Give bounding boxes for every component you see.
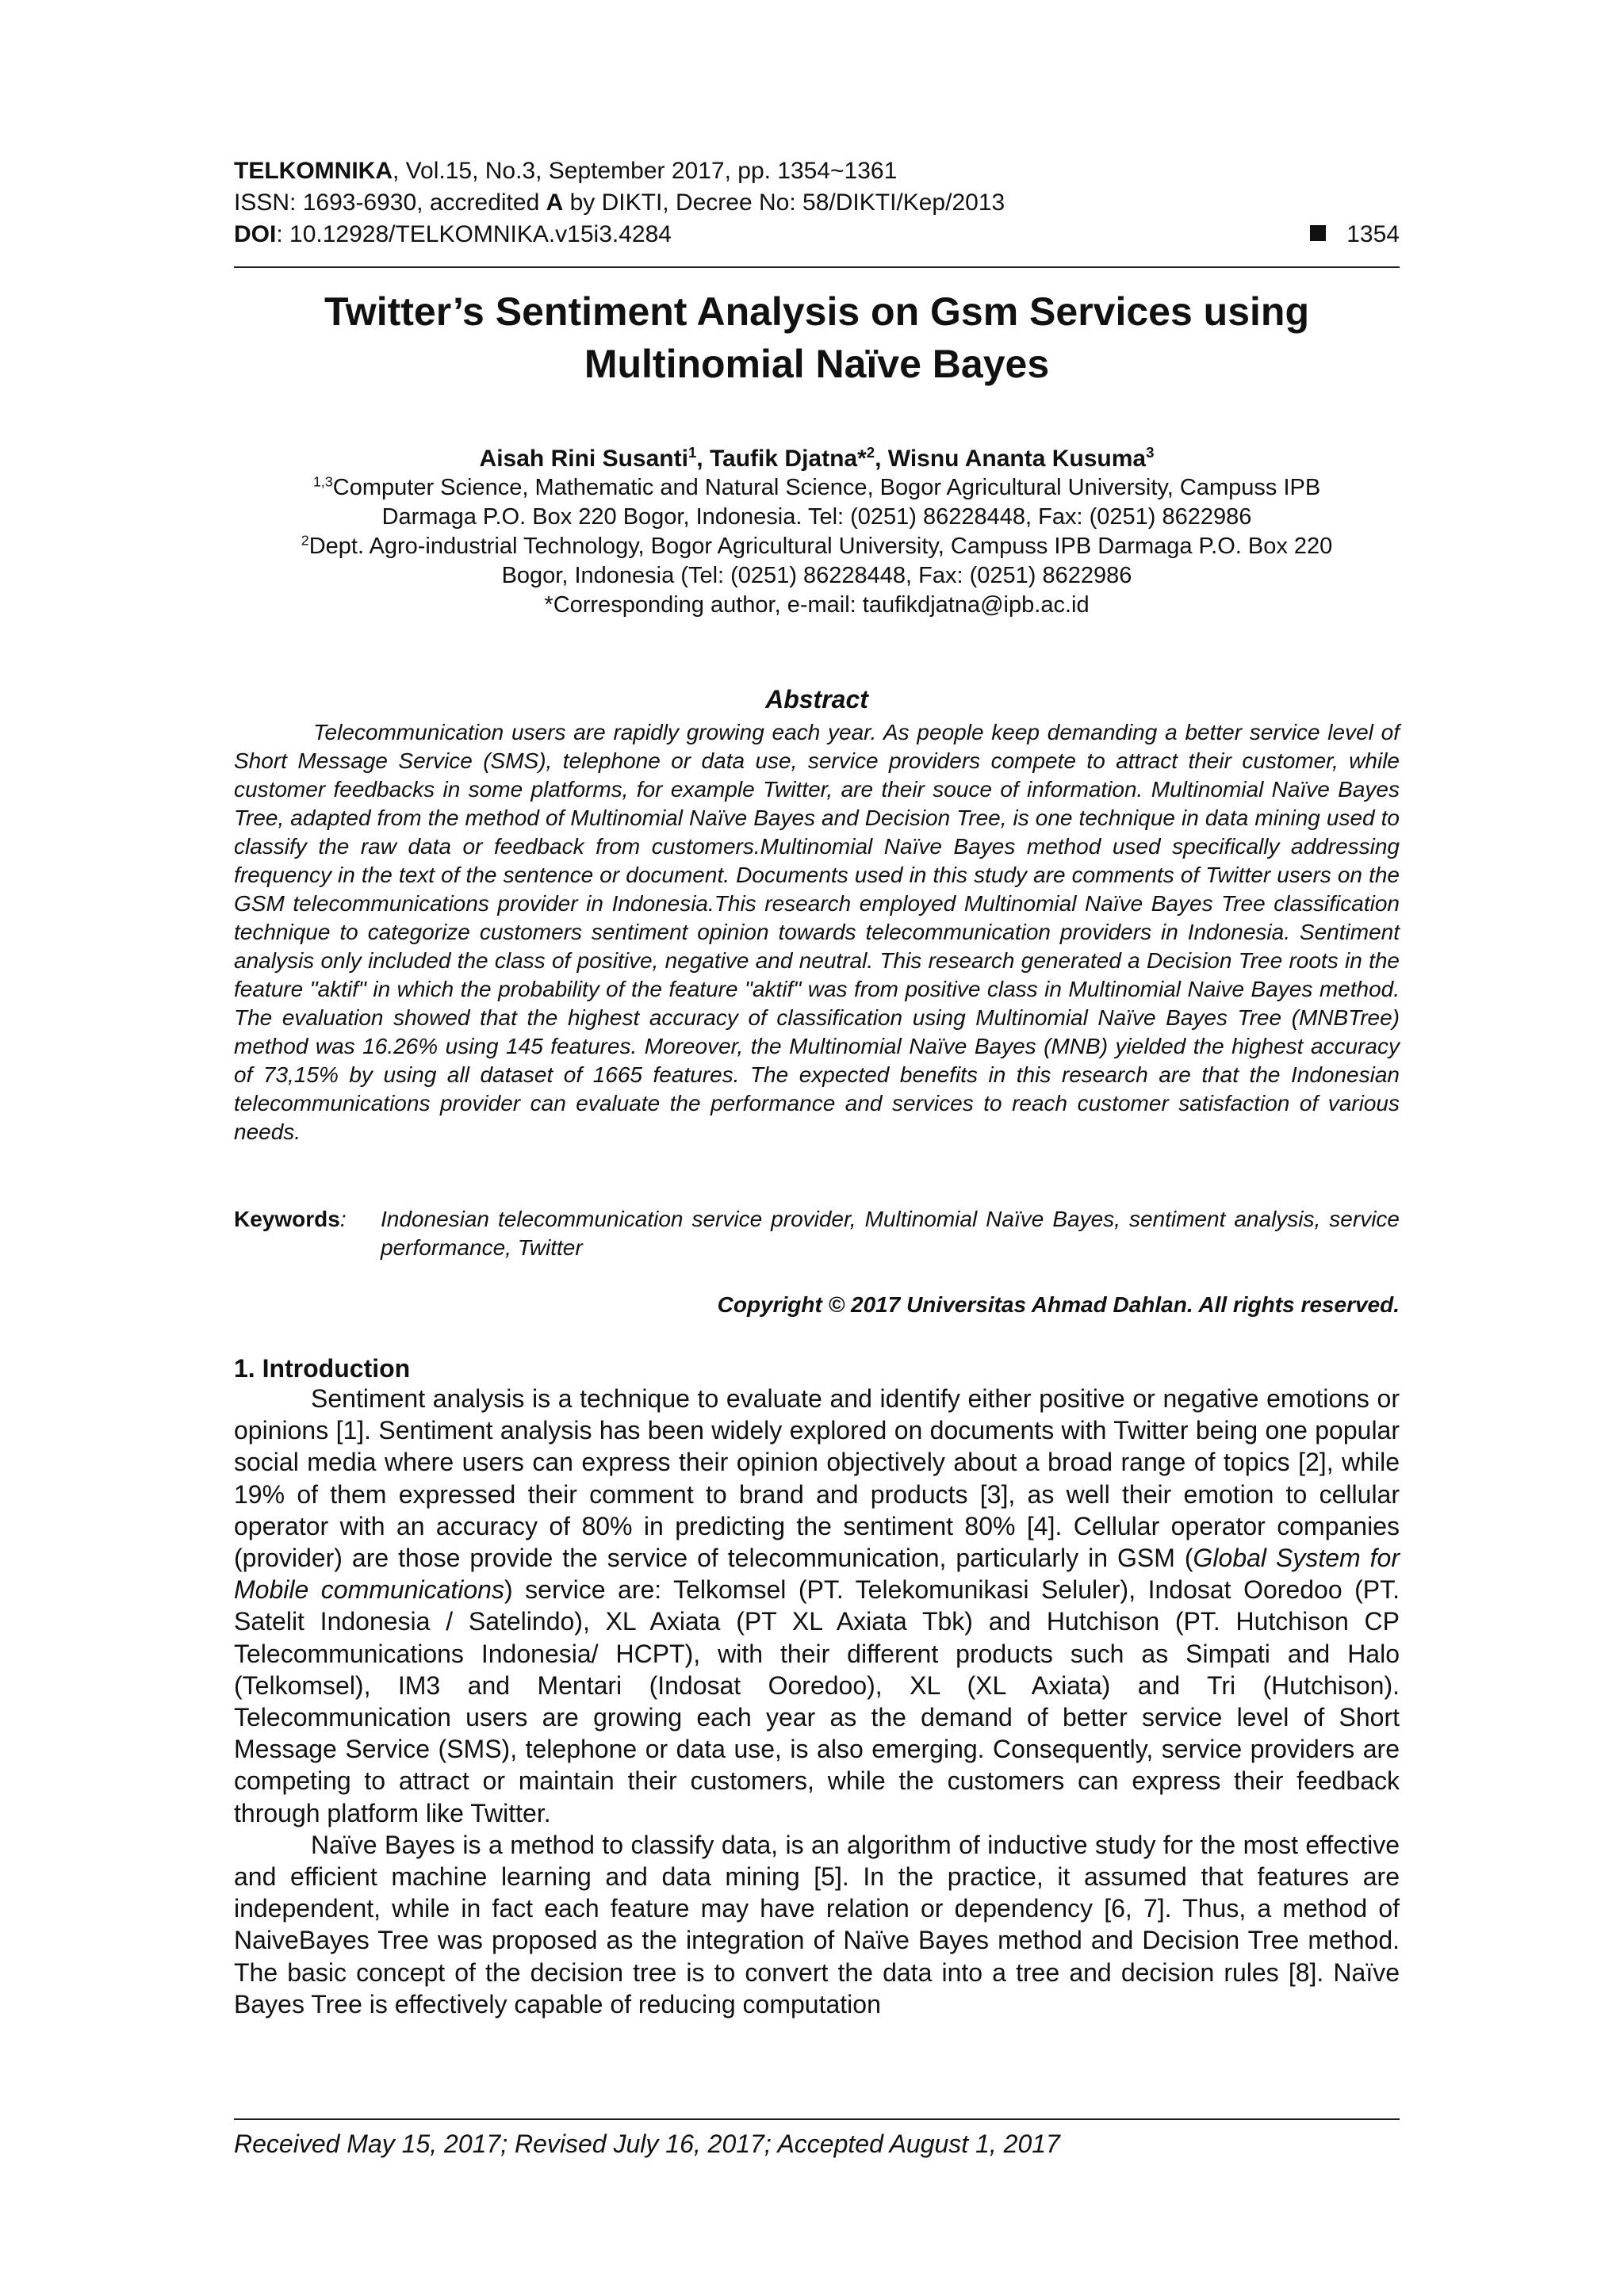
doi-label: DOI (234, 221, 277, 247)
page-number: 1354 (1346, 221, 1400, 247)
accreditation-text: by DIKTI, Decree No: 58/DIKTI/Kep/2013 (563, 189, 1005, 216)
journal-line (234, 155, 1400, 187)
introduction-body (234, 1383, 1400, 2020)
affiliation-2-text: Dept. Agro-industrial Technology, Bogor Agricultural University, Campuss IPB Darmaga P.O. Box 220 (308, 534, 1333, 559)
header-divider (234, 266, 1400, 268)
affiliation-1-line-2: Darmaga P.O. Box 220 Bogor, Indonesia. Tel: (0251) 86228448, Fax: (0251) 8622986 (381, 504, 1252, 530)
page-number-box (1310, 219, 1400, 251)
copyright-notice: Copyright © 2017 Universitas Ahmad Dahlan. All rights reserved. (717, 1292, 1400, 1317)
intro-p1-italic: Global System for Mobile communications (234, 1544, 1400, 1605)
doi-text: : 10.12928/TELKOMNIKA.v15i3.4284 (276, 221, 672, 247)
affiliation-1-text: Computer Science, Mathematic and Natural Science, Bogor Agricultural University, Campuss IPB (332, 475, 1321, 500)
author-block (190, 444, 1443, 620)
affiliation-1-sup: 1,3 (312, 473, 333, 490)
abstract-heading: Abstract (765, 685, 868, 714)
keywords-block (234, 1205, 1400, 1262)
accreditation-grade: A (546, 189, 564, 216)
received-dates: Received May 15, 2017; Revised July 16, 2017; Accepted August 1, 2017 (234, 2130, 1060, 2158)
footer-divider (234, 2118, 1400, 2120)
journal-name: TELKOMNIKA (234, 158, 393, 184)
keywords-colon: : (339, 1207, 347, 1231)
keywords-label: Keywords (234, 1207, 340, 1231)
title-line-1: Twitter’s Sentiment Analysis on Gsm Services using (324, 289, 1310, 334)
introduction-heading: 1. Introduction (234, 1354, 411, 1383)
affiliation-1-line-1 (190, 473, 1443, 503)
issn-text: : 1693-6930, accredited (289, 189, 546, 216)
journal-header (234, 155, 1400, 251)
author-names (190, 444, 1443, 473)
paper-title (190, 285, 1443, 390)
author-2-sup: 2 (866, 444, 875, 461)
author-3: , Wisnu Ananta Kusuma (875, 446, 1147, 472)
corresponding-author: *Corresponding author, e-mail: taufikdjatna@ipb.ac.id (544, 592, 1090, 618)
abstract-text: Telecommunication users are rapidly growing each year. As people keep demanding a better service level of Short Message Service (SMS), telephone or data use, service providers compete to attract their customer, while customer feedbacks in some platforms, for example Twitter, are their souce of information. Multinomial Naïve Bayes Tree, adapted from the method of Multinomial Naïve Bayes and Decision Tree, is one technique in data mining used to classify the raw data or feedback from customers.Multinomial Naïve Bayes method used specifically addressing frequency in the text of the sentence or document. Documents used in this study are comments of Twitter users on the GSM telecommunications provider in Indonesia.This research employed Multinomial Naïve Bayes Tree classification technique to categorize customers sentiment opinion towards telecommunication providers in Indonesia. Sentiment analysis only included the class of positive, negative and neutral. This research generated a Decision Tree roots in the feature "aktif" in which the probability of the feature "aktif" was from positive class in Multinomial Naive Bayes method. The evaluation showed that the highest accuracy of classification using Multinomial Naïve Bayes Tree (MNBTree) method was 16.26% using 145 features. Moreover, the Multinomial Naïve Bayes (MNB) yielded the highest accuracy of 73,15% by using all dataset of 1665 features. The expected benefits in this research are that the Indonesian telecommunications provider can evaluate the performance and services to reach customer satisfaction of various needs. (234, 720, 1400, 1144)
intro-paragraph-2: Naïve Bayes is a method to classify data, is an algorithm of inductive study for the most effective and efficient machine learning and data mining [5]. In the practice, it assumed that features are independent, while in fact each feature may have relation or dependency [6, 7]. Thus, a method of NaiveBayes Tree was proposed as the integration of Naïve Bayes method and Decision Tree method. The basic concept of the decision tree is to convert the data into a tree and decision rules [8]. Naïve Bayes Tree is effectively capable of reducing computation (234, 1830, 1400, 2019)
intro-p1-text-a: Sentiment analysis is a technique to evaluate and identify either positive or negative emotions or opinions [1]. Sentiment analysis has been widely explored on documents with Twitter being one popular social media where users can express their opinion objectively about a broad range of topics [2], while 19% of them expressed their comment to brand and products [3], as well their emotion to cellular operator with an accuracy of 80% in predicting the sentiment 80% [4]. Cellular operator companies (provider) are those provide the service of telecommunication, particularly in GSM ( (234, 1384, 1400, 1573)
keywords-label-cell (234, 1205, 381, 1262)
intro-p1-text-b: ) service are: Telkomsel (PT. Telekomunikasi Seluler), Indosat Ooredoo (PT. Satelit Indonesia / Satelindo), XL Axiata (PT XL Axiata Tbk) and Hutchison (PT. Hutchison CP Telecommunications Indonesia/ HCPT), with their different products such as Simpati and Halo (Telkomsel), IM3 and Mentari (Indosat Ooredoo), XL (XL Axiata) and Tri (Hutchison). Telecommunication users are growing each year as the demand of better service level of Short Message Service (SMS), telephone or data use, is also emerging. Consequently, service providers are competing to attract or maintain their customers, while the customers can express their feedback through platform like Twitter. (234, 1575, 1400, 1827)
author-2: , Taufik Djatna* (696, 446, 867, 472)
issn-line (234, 187, 1400, 219)
square-bullet-icon (1310, 225, 1326, 241)
intro-paragraph-1 (234, 1383, 1400, 1829)
issn-label: ISSN (234, 189, 290, 216)
author-1-sup: 1 (688, 444, 697, 461)
doi-line (234, 219, 1400, 251)
affiliation-2-sup: 2 (301, 532, 309, 549)
affiliation-2-line-2: Bogor, Indonesia (Tel: (0251) 86228448, Fax: (0251) 8622986 (501, 563, 1132, 588)
author-3-sup: 3 (1146, 444, 1155, 461)
journal-info: , Vol.15, No.3, September 2017, pp. 1354~1361 (392, 158, 898, 184)
title-line-2: Multinomial Naïve Bayes (584, 342, 1050, 386)
abstract-body (234, 718, 1400, 1146)
author-1: Aisah Rini Susanti (479, 446, 688, 472)
keywords-text: Indonesian telecommunication service provider, Multinomial Naïve Bayes, sentiment analysis, service performance, Twitter (381, 1207, 1400, 1260)
affiliation-2-line-1 (190, 532, 1443, 561)
